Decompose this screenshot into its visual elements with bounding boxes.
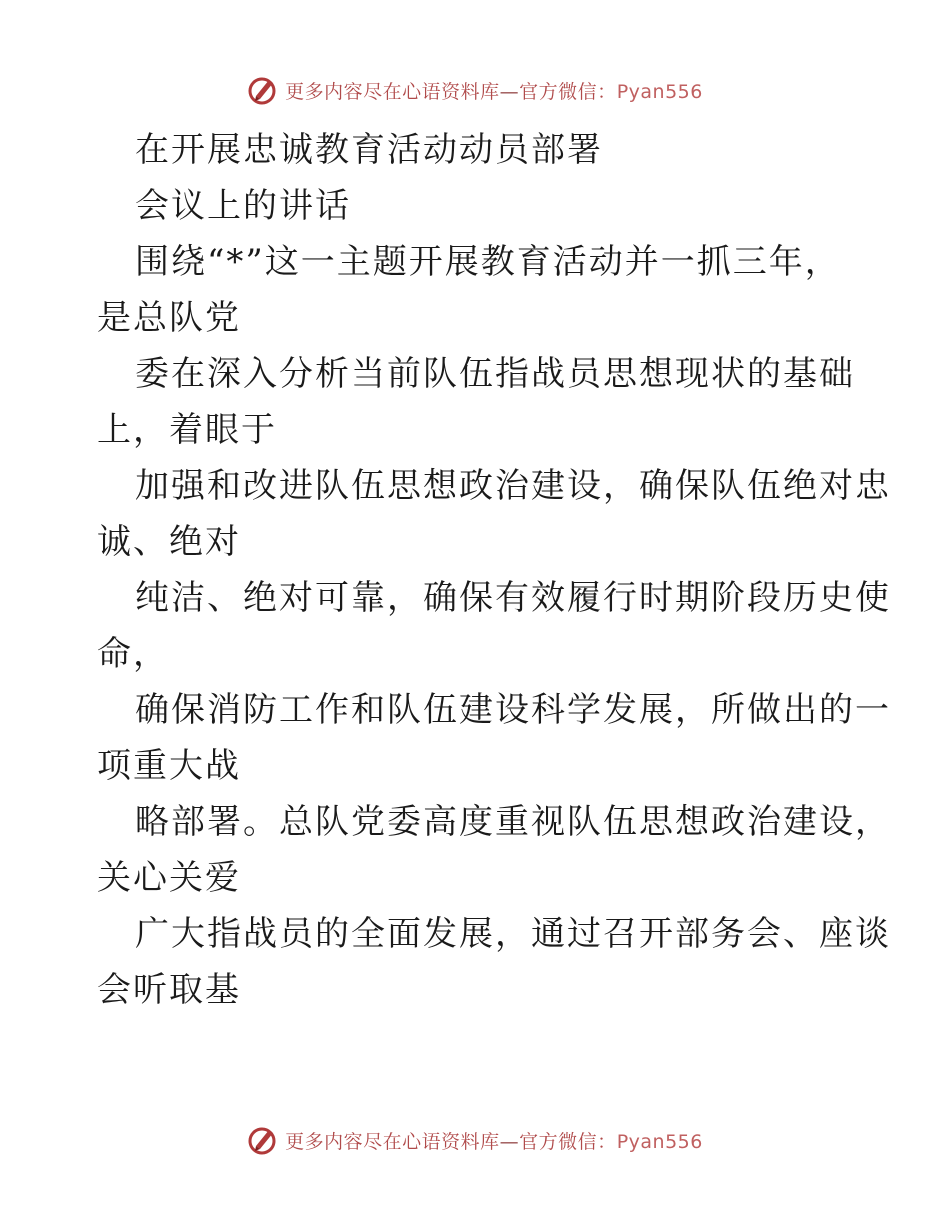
doc-line: 略部署。总队党委高度重视队伍思想政治建设， xyxy=(135,802,891,842)
banner-slogan: 更多内容尽在心语资料库 xyxy=(285,80,500,103)
doc-line: 围绕“*”这一主题开展教育活动并一抓三年， xyxy=(135,242,841,282)
doc-line: 加强和改进队伍思想政治建设，确保队伍绝对忠 xyxy=(135,466,891,506)
doc-line: 会议上的讲话 xyxy=(135,186,351,226)
footer-banner-text xyxy=(285,1127,703,1154)
document-body xyxy=(97,122,891,1018)
doc-line: 广大指战员的全面发展，通过召开部务会、座谈 xyxy=(135,914,891,954)
banner-account: Pyan556 xyxy=(616,80,703,103)
doc-line: 在开展忠诚教育活动动员部署 xyxy=(135,130,603,170)
doc-line: 关心关爱 xyxy=(97,858,241,898)
banner-wechat-label: 官方微信： xyxy=(519,1130,617,1153)
footer-banner xyxy=(0,1120,950,1160)
header-banner xyxy=(0,70,950,110)
header-banner-text xyxy=(285,77,703,104)
doc-line: 确保消防工作和队伍建设科学发展，所做出的一 xyxy=(135,690,891,730)
pen-logo-icon xyxy=(247,74,279,106)
doc-line: 项重大战 xyxy=(97,746,241,786)
doc-line: 是总队党 xyxy=(97,298,241,338)
banner-slogan: 更多内容尽在心语资料库 xyxy=(285,1130,500,1153)
banner-wechat-label: 官方微信： xyxy=(519,80,617,103)
pen-logo-icon xyxy=(247,1124,279,1156)
doc-line: 命， xyxy=(97,634,169,674)
doc-line: 委在深入分析当前队伍指战员思想现状的基础 xyxy=(135,354,855,394)
doc-line: 纯洁、绝对可靠，确保有效履行时期阶段历史使 xyxy=(135,578,891,618)
doc-line: 上，着眼于 xyxy=(97,410,277,450)
doc-line: 诚、绝对 xyxy=(97,522,241,562)
banner-account: Pyan556 xyxy=(616,1130,703,1153)
banner-dash: — xyxy=(499,80,520,103)
doc-line: 会听取基 xyxy=(97,970,241,1010)
banner-dash: — xyxy=(499,1130,520,1153)
